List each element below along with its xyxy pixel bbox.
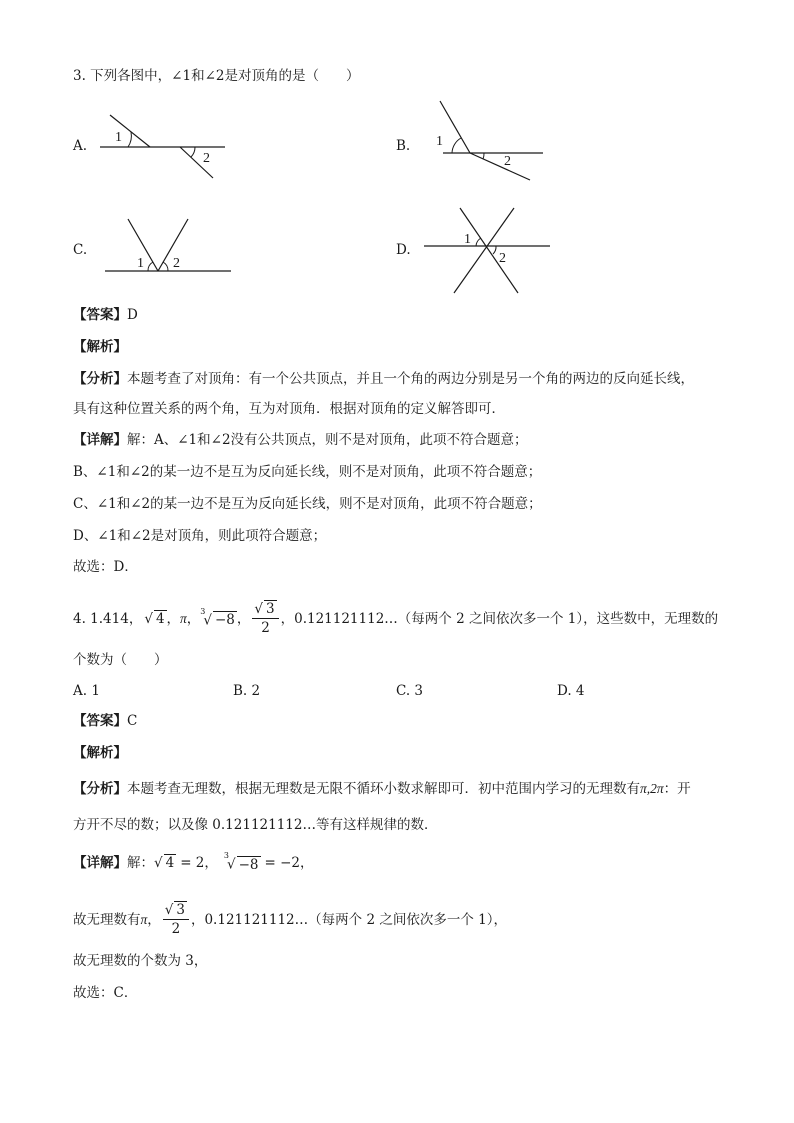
angle-1-label: 1 <box>115 130 122 145</box>
angle-2-label: 2 <box>499 251 506 266</box>
q3-option-c-label: C. <box>73 242 88 258</box>
q4-option-d: D. 4 <box>557 683 585 699</box>
angle-1-label: 1 <box>436 134 443 149</box>
q4-stem: 4. 1.414， √ 4 ， π ， $^3$√ −8 ， $\frac{√ 3}{2}$ ， 0.121121112…（每两个 2 之间依次多一个 1），这些数中，无理数的 <box>73 601 719 636</box>
angle-2-label: 2 <box>504 154 511 169</box>
q4-option-c: C. 3 <box>396 683 424 699</box>
q3-option-b-label: B. <box>396 138 411 154</box>
q4-stem-2: 个数为（ ） <box>73 652 168 668</box>
q3-fenxi-2: 具有这种位置关系的两个角，互为对顶角．根据对顶角的定义解答即可． <box>73 401 505 417</box>
angle-1-label: 1 <box>137 256 144 271</box>
angle-2-label: 2 <box>203 151 210 166</box>
q3-figure-a <box>95 110 245 189</box>
q4-detail-2: 故无理数有 π ， $\frac{√ 3}{2}$ ， 0.121121112…（每两个 2 之间依次多一个 1）， <box>73 902 507 937</box>
q3-stem: 3. 下列各图中，∠1和∠2是对顶角的是（ ） <box>73 68 360 84</box>
q3-figure-c <box>100 215 235 279</box>
q3-figure-b <box>418 98 548 192</box>
q4-option-a: A. 1 <box>73 683 100 699</box>
q4-analysis-tag: 【解析】 <box>73 745 127 761</box>
q4-fenxi-2: 方开不尽的数；以及像 0.121121112…等有这样规律的数． <box>73 817 438 833</box>
q4-answer: 【答案】C <box>73 713 138 729</box>
q3-fenxi-1: 【分析】本题考查了对顶角：有一个公共顶点，并且一个角的两边分别是另一个角的两边的反向延长线， <box>73 371 694 387</box>
q3-option-d-label: D. <box>396 242 411 258</box>
angle-1-label: 1 <box>464 232 471 247</box>
q4-fenxi-1: 【分析】本题考查无理数，根据无理数是无限不循环小数求解即可．初中范围内学习的无理数有π,2π：开 <box>73 781 691 797</box>
q4-conclusion: 故选：C． <box>73 985 138 1001</box>
q4-detail-3: 故无理数的个数为 3， <box>73 953 208 969</box>
q3-figure-d <box>422 205 552 301</box>
q3-answer: 【答案】D <box>73 307 138 323</box>
q3-detail-2: B、∠1和∠2的某一边不是互为反向延长线，则不是对顶角，此项不符合题意； <box>73 464 542 480</box>
q3-detail-3: C、∠1和∠2的某一边不是互为反向延长线，则不是对顶角，此项不符合题意； <box>73 496 542 512</box>
q3-detail-4: D、∠1和∠2是对顶角，则此项符合题意； <box>73 528 327 544</box>
q3-analysis-tag: 【解析】 <box>73 339 127 355</box>
q4-detail-1: 【详解】 解： √ 4 = 2， $^3$√ −8 = −2， <box>73 851 314 873</box>
q3-conclusion: 故选：D． <box>73 559 138 575</box>
q3-detail-1: 【详解】解：A、∠1和∠2没有公共顶点，则不是对顶角，此项不符合题意； <box>73 432 528 448</box>
angle-2-label: 2 <box>173 256 180 271</box>
q3-option-a-label: A. <box>73 138 88 154</box>
q4-option-b: B. 2 <box>233 683 261 699</box>
